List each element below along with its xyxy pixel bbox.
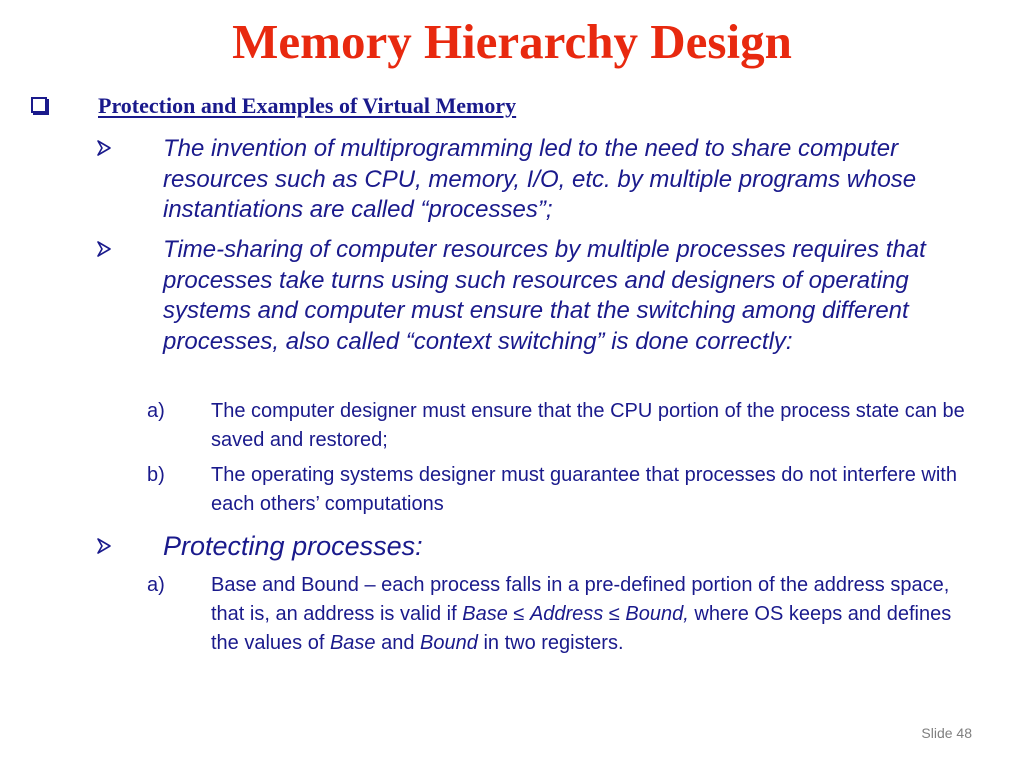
sub-item-marker: a) — [147, 400, 165, 422]
bullet-text: Protecting processes: — [163, 531, 423, 561]
arrowhead-bullet-icon — [96, 235, 112, 263]
sub-item-text: The operating systems designer must guarantee that processes do not interfere with each others’ computations — [211, 464, 957, 515]
section-heading-text: Protection and Examples of Virtual Memory — [98, 93, 517, 118]
arrowhead-bullet-icon — [96, 134, 112, 162]
bullet-text: The invention of multiprogramming led to the need to share computer resources such as CPU, memory, I/O, etc. by multiple programs whose instantiations are called “processes”; — [163, 135, 917, 223]
arrowhead-bullet-icon — [96, 532, 112, 560]
bullet-text: Time-sharing of computer resources by multiple processes requires that processes take turns using such resources and designers of operating systems and computer must ensure that the switching among different processes, also called “context switching” is done correctly: — [163, 236, 926, 355]
sub-item-marker: a) — [147, 574, 165, 596]
sub-item-text: The computer designer must ensure that the CPU portion of the process state can be saved and restored; — [211, 400, 965, 451]
slide-number: Slide 48 — [921, 725, 972, 741]
sub-item-text: Base and Bound – each process falls in a pre-defined portion of the address space, that is, an address is valid if Base ≤ Address ≤ Bound, where OS keeps and defines the values of Base and Bound in two registers. — [211, 574, 952, 654]
slide-title: Memory Hierarchy Design — [232, 14, 792, 69]
sub-item-marker: b) — [147, 464, 165, 486]
checkbox-bullet-icon — [31, 97, 47, 113]
